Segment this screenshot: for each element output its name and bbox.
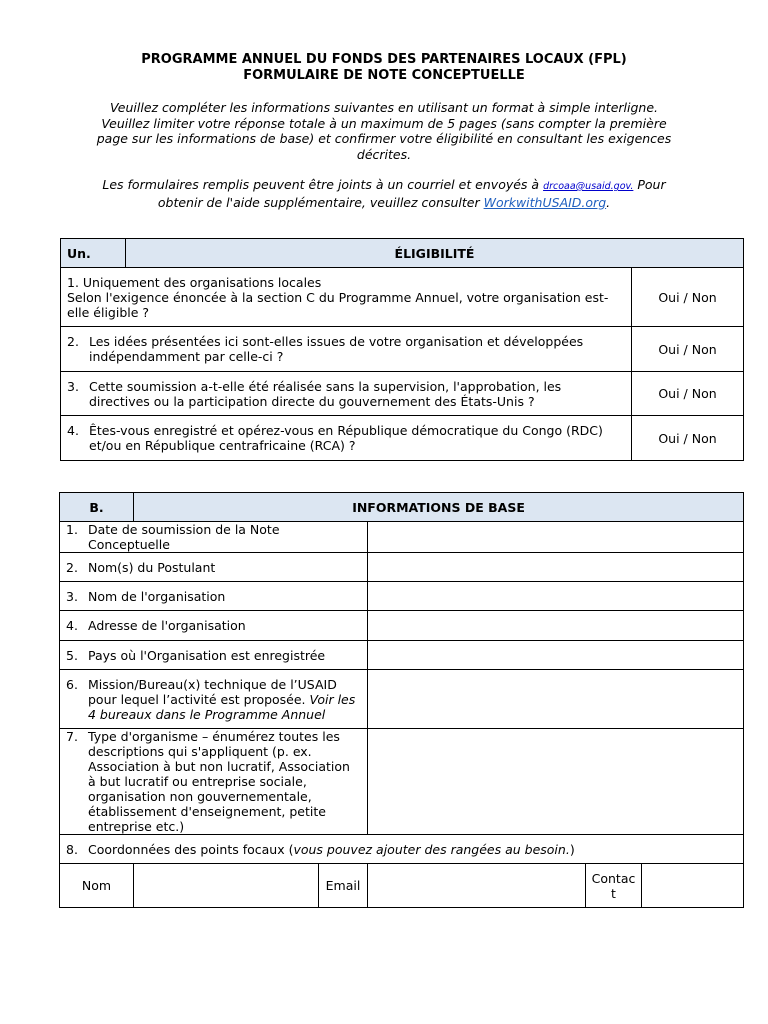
basic-info-header	[60, 493, 744, 522]
basic-info-title: INFORMATIONS DE BASE	[134, 493, 744, 522]
basic-info-num-6: 6.	[66, 676, 78, 692]
eligibility-answer-1[interactable]: Oui / Non	[632, 268, 744, 327]
eligibility-num-3: 3.	[67, 378, 79, 394]
usaid-mission-field[interactable]	[368, 670, 744, 729]
submission-text-start: Les formulaires remplis peuvent être joints à un courriel et envoyés à	[102, 177, 544, 192]
basic-info-row	[60, 553, 744, 582]
intro-paragraph: Veuillez compléter les informations suivantes en utilisant un format à simple interligne. Veuillez limiter votre réponse totale à un maximum de 5 pages (sans compter la première page sur les informations de base) et confirmer votre éligibilité en consultant les exigences décrites.	[96, 100, 672, 162]
eligibility-header	[61, 239, 744, 268]
eligibility-row	[61, 372, 744, 416]
basic-info-row	[60, 729, 744, 835]
submission-text-mid: Pour obtenir de l'aide supplémentaire, veuillez consulter	[157, 177, 666, 210]
eligibility-row	[61, 268, 744, 327]
email-link[interactable]: drcoaa@usaid.gov.	[543, 181, 634, 192]
contact-email-label: Email	[319, 864, 368, 908]
organization-address-field[interactable]	[368, 611, 744, 641]
basic-info-row	[60, 522, 744, 553]
basic-info-row	[60, 670, 744, 729]
basic-info-label-5: Pays où l'Organisation est enregistrée	[88, 647, 326, 663]
contact-email-field[interactable]	[368, 864, 586, 908]
eligibility-question-2: Les idées présentées ici sont-elles issues de votre organisation et développées indépendamment par celle-ci ?	[89, 334, 584, 364]
eligibility-question-4: Êtes-vous enregistré et opérez-vous en République démocratique du Congo (RDC) et/ou en République centrafricaine (RCA) ?	[89, 423, 603, 453]
organization-type-field[interactable]	[368, 729, 744, 835]
page-title	[0, 52, 768, 84]
contact-name-field[interactable]	[134, 864, 319, 908]
title-line-1: PROGRAMME ANNUEL DU FONDS DES PARTENAIRES LOCAUX (FPL)	[141, 52, 627, 67]
eligibility-title: ÉLIGIBILITÉ	[126, 239, 744, 268]
basic-info-label-3: Nom de l'organisation	[88, 588, 226, 604]
basic-info-row	[60, 835, 744, 864]
basic-info-label-4: Adresse de l'organisation	[88, 618, 246, 633]
basic-info-label-8-note: vous pouvez ajouter des rangées au besoin.	[293, 841, 570, 857]
basic-info-row	[60, 611, 744, 641]
eligibility-row	[61, 327, 744, 372]
eligibility-question-1-head: 1. Uniquement des organisations locales	[67, 274, 322, 290]
basic-info-label-6: Mission/Bureau(x) technique de l’USAID pour lequel l’activité est proposée. Voir les 4 bureaux dans le Programme Annuel	[88, 676, 356, 722]
basic-info-num-3: 3.	[66, 588, 78, 604]
eligibility-num-4: 4.	[67, 423, 79, 438]
submission-date-field[interactable]	[368, 522, 744, 553]
basic-info-label-8: Coordonnées des points focaux (vous pouvez ajouter des rangées au besoin.)	[88, 841, 575, 857]
basic-info-label-2: Nom(s) du Postulant	[88, 559, 216, 575]
eligibility-section-id: Un.	[61, 239, 126, 268]
eligibility-answer-4[interactable]: Oui / Non	[632, 416, 744, 461]
contact-name-label: Nom	[60, 864, 134, 908]
submission-paragraph	[80, 177, 688, 210]
applicant-name-field[interactable]	[368, 553, 744, 582]
eligibility-answer-2[interactable]: Oui / Non	[632, 327, 744, 372]
contact-phone-field[interactable]	[642, 864, 744, 908]
basic-info-row	[60, 641, 744, 670]
basic-info-num-7: 7.	[66, 729, 78, 744]
basic-info-num-2: 2.	[66, 559, 78, 575]
basic-info-label-6-note: Voir les 4 bureaux dans le Programme Annuel	[88, 691, 356, 722]
eligibility-num-2: 2.	[67, 334, 79, 349]
contact-row	[60, 864, 744, 908]
basic-info-num-4: 4.	[66, 618, 78, 633]
submission-text-end: .	[606, 194, 611, 210]
organization-name-field[interactable]	[368, 582, 744, 611]
basic-info-section-id: B.	[60, 493, 134, 522]
registration-country-field[interactable]	[368, 641, 744, 670]
eligibility-row	[61, 416, 744, 461]
basic-info-num-1: 1.	[66, 522, 78, 537]
basic-info-num-5: 5.	[66, 647, 78, 663]
eligibility-answer-3[interactable]: Oui / Non	[632, 372, 744, 416]
contact-phone-label: Contact	[586, 864, 642, 908]
basic-info-label-1: Date de soumission de la Note Conceptuelle	[88, 522, 280, 552]
eligibility-question-3: Cette soumission a-t-elle été réalisée sans la supervision, l'approbation, les directives ou la participation directe du gouvernement des États-Unis ?	[89, 378, 562, 409]
title-line-2: FORMULAIRE DE NOTE CONCEPTUELLE	[243, 68, 525, 83]
eligibility-question-1	[61, 268, 632, 327]
basic-info-num-8: 8.	[66, 841, 78, 857]
workwithusaid-link[interactable]: WorkwithUSAID.org	[483, 194, 607, 210]
basic-info-row	[60, 582, 744, 611]
eligibility-table	[60, 238, 744, 461]
basic-info-label-7: Type d'organisme – énumérez toutes les descriptions qui s'appliquent (p. ex. Association à but non lucratif, Association à but lucratif ou entreprise sociale, organisation non gouvernementale, établissement d'enseignement, petite entreprise etc.)	[88, 729, 350, 834]
basic-info-table	[59, 492, 744, 908]
eligibility-question-1-body: Selon l'exigence énoncée à la section C du Programme Annuel, votre organisation est-elle éligible ?	[67, 289, 609, 320]
